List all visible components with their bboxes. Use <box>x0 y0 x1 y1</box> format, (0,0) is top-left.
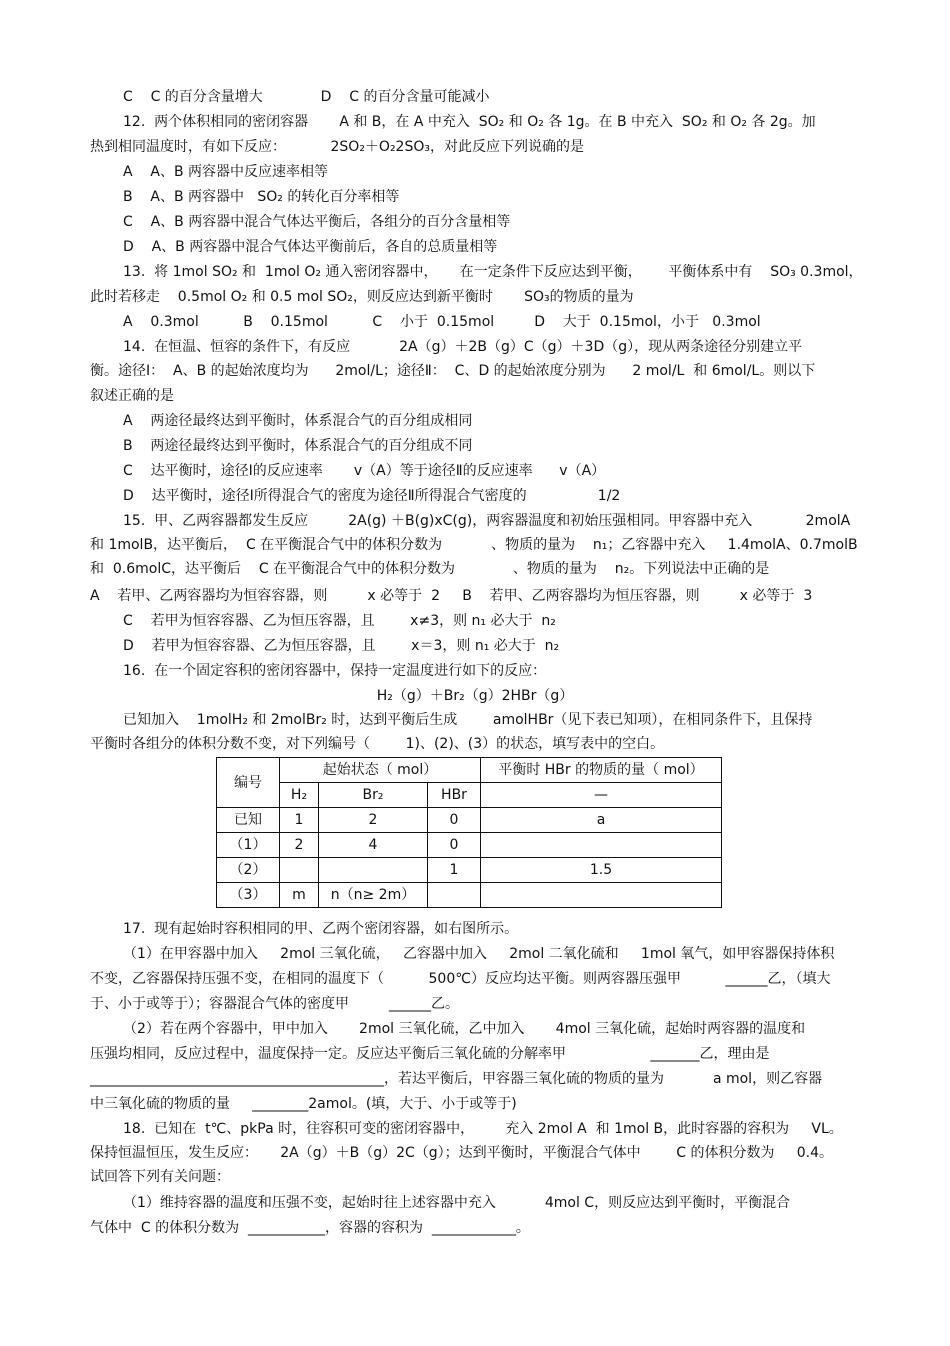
table-cell <box>481 833 722 858</box>
table-cell: 2 <box>319 808 428 833</box>
table-cell: 0 <box>428 808 481 833</box>
table-cell: 0 <box>428 833 481 858</box>
question-15: 15. 甲、乙两容器都发生反应 2A(g) ＋B(g)xC(g)，两容器温度和初始压强相同。甲容器中充入 2molA <box>123 513 851 529</box>
table-cell: 2 <box>280 833 319 858</box>
question-text: 保持恒温恒压，发生反应： 2A（g）＋B（g）2C（g）；达到平衡时，平衡混合气体中 C 的体积分数为 0.4。 <box>90 1145 834 1161</box>
table-cell: 1 <box>280 808 319 833</box>
table-subheader-br2: Br₂ <box>319 783 428 808</box>
option-line: A 两途径最终达到平衡时，体系混合气的百分组成相同 <box>123 413 473 429</box>
question-12: 12. 两个体积相同的密闭容器 A 和 B，在 A 中充入 SO₂ 和 O₂ 各 1g。在 B 中充入 SO₂ 和 O₂ 各 2g。加 <box>123 114 816 130</box>
table-cell: 已知 <box>217 808 280 833</box>
table-cell: m <box>280 883 319 908</box>
option-line: A A、B 两容器中反应速率相等 <box>123 164 329 180</box>
option-line: D A、B 两容器中混合气体达平衡前后，各自的总质量相等 <box>123 239 498 255</box>
question-text: 试回答下列有关问题： <box>90 1169 230 1185</box>
table-cell <box>481 883 722 908</box>
table-cell: （1） <box>217 833 280 858</box>
table-row <box>217 883 722 908</box>
table-cell: （3） <box>217 883 280 908</box>
question-text: 平衡时各组分的体积分数不变，对下列编号（ 1)、(2)、(3）的状态，填写表中的空白。 <box>90 736 665 752</box>
table-subheader-hbr: HBr <box>428 783 481 808</box>
option-line: C 若甲为恒容容器、乙为恒压容器，且 x≠3，则 n₁ 必大于 n₂ <box>123 613 556 629</box>
option-line: C 达平衡时，途径Ⅰ的反应速率 v（A）等于途径Ⅱ的反应速率 v（A） <box>123 463 606 479</box>
table-subheader-h2: H₂ <box>280 783 319 808</box>
option-line: A 若甲、乙两容器均为恒容容器，则 x 必等于 2 B 若甲、乙两容器均为恒压容器，则 x 必等于 3 <box>90 588 813 604</box>
table-cell: a <box>481 808 722 833</box>
table-cell <box>319 858 428 883</box>
table-header-eq: 平衡时 HBr 的物质的量（ mol） <box>481 758 722 783</box>
question-text: 于、小于或等于）；容器混合气体的密度甲 ______乙。 <box>90 996 460 1012</box>
option-line: C C 的百分含量增大 D C 的百分含量可能减小 <box>123 89 490 105</box>
question-text: （1）在甲容器中加入 2mol 三氧化硫， 乙容器中加入 2mol 二氧化硫和 1mol 氧气，如甲容器保持体积 <box>123 946 835 962</box>
option-line: C A、B 两容器中混合气体达平衡后，各组分的百分含量相等 <box>123 214 511 230</box>
table-cell: 1.5 <box>481 858 722 883</box>
table-cell: 4 <box>319 833 428 858</box>
question-text: 中三氧化硫的物质的量 ________2amol。(填，大于、小于或等于) <box>90 1096 517 1112</box>
question-text: 不变，乙容器保持压强不变，在相同的温度下（ 500℃）反应均达平衡。则两容器压强甲 ______乙，（填大 <box>90 971 831 987</box>
question-17: 17. 现有起始时容积相同的甲、乙两个密闭容器，如右图所示。 <box>123 921 519 937</box>
table-cell: n（n≥ 2m） <box>319 883 428 908</box>
table-subheader-eq: — <box>481 783 722 808</box>
table-cell <box>428 883 481 908</box>
question-text: 衡。途径Ⅰ： A、B 的起始浓度均为 2mol/L；途径Ⅱ： C、D 的起始浓度分别为 2 mol/L 和 6mol/L。则以下 <box>90 363 816 379</box>
question-14: 14. 在恒温、恒容的条件下，有反应 2A（g）＋2B（g）C（g）＋3D（g），现从两条途径分别建立平 <box>123 339 803 355</box>
hbr-equilibrium-table <box>216 757 722 908</box>
option-line: B A、B 两容器中 SO₂ 的转化百分率相等 <box>123 189 400 205</box>
table-cell: 1 <box>428 858 481 883</box>
option-line: D 达平衡时，途径Ⅰ所得混合气的密度为途径Ⅱ所得混合气密度的 1/2 <box>123 488 621 504</box>
option-line: B 两途径最终达到平衡时，体系混合气的百分组成不同 <box>123 438 473 454</box>
question-text: 已知加入 1molH₂ 和 2molBr₂ 时，达到平衡后生成 amolHBr（见下表已知项），在相同条件下，且保持 <box>123 712 813 728</box>
option-line: A 0.3mol B 0.15mol C 小于 0.15mol D 大于 0.15mol，小于 0.3mol <box>123 314 761 330</box>
question-text: __________________________________________，若达平衡后，甲容器三氧化硫的物质的量为 a mol，则乙容器 <box>90 1071 823 1087</box>
question-text: 气体中 C 的体积分数为 ___________，容器的容积为 ____________。 <box>90 1220 530 1236</box>
question-text: 压强均相同，反应过程中，温度保持一定。反应达平衡后三氧化硫的分解率甲 _______乙，理由是 <box>90 1046 770 1062</box>
option-line: D 若甲为恒容容器、乙为恒压容器，且 x＝3，则 n₁ 必大于 n₂ <box>123 638 560 654</box>
reaction-equation: H₂（g）＋Br₂（g）2HBr（g） <box>376 688 574 704</box>
table-cell: （2） <box>217 858 280 883</box>
question-text: 此时若移走 0.5mol O₂ 和 0.5 mol SO₂，则反应达到新平衡时 SO₃的物质的量为 <box>90 289 634 305</box>
question-text: （2）若在两个容器中，甲中加入 2mol 三氧化硫，乙中加入 4mol 三氧化硫，起始时两容器的温度和 <box>123 1021 806 1037</box>
table-row <box>217 858 722 883</box>
question-text: 叙述正确的是 <box>90 388 174 404</box>
question-text: （1）维持容器的温度和压强不变，起始时往上述容器中充入 4mol C，则反应达到平衡时，平衡混合 <box>123 1195 791 1211</box>
table-header-id: 编号 <box>217 758 280 808</box>
question-18: 18. 已知在 t℃、pkPa 时，往容积可变的密闭容器中， 充入 2mol A 和 1mol B，此时容器的容积为 VL。 <box>123 1121 843 1137</box>
table-cell <box>280 858 319 883</box>
question-16: 16. 在一个固定容积的密闭容器中，保持一定温度进行如下的反应： <box>123 663 547 679</box>
table-row <box>217 833 722 858</box>
table-header-start: 起始状态（ mol） <box>280 758 481 783</box>
question-13: 13. 将 1mol SO₂ 和 1mol O₂ 通入密闭容器中， 在一定条件下反应达到平衡， 平衡体系中有 SO₃ 0.3mol， <box>123 264 863 280</box>
table-row <box>217 808 722 833</box>
question-text: 和 0.6molC，达平衡后 C 在平衡混合气中的体积分数为 、物质的量为 n₂。下列说法中正确的是 <box>90 561 770 577</box>
question-text: 和 1molB，达平衡后， C 在平衡混合气中的体积分数为 、物质的量为 n₁；乙容器中充入 1.4molA、0.7molB <box>90 537 858 553</box>
question-text: 热到相同温度时，有如下反应： 2SO₂＋O₂2SO₃，对此反应下列说确的是 <box>90 139 584 155</box>
